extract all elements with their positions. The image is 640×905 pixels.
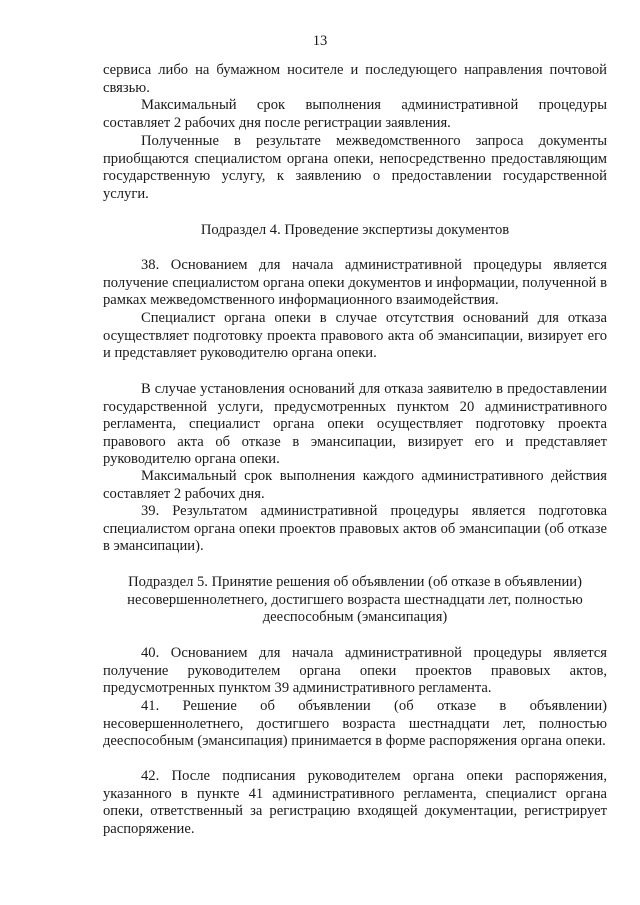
subsection-4-heading: Подраздел 4. Проведение экспертизы документов	[200, 222, 510, 238]
paragraph-42: 42. После подписания руководителем органа опеки распоряжения, указанного в пункте 41 административного регламента, специалист органа опеки, ответственный за регистрацию входящей документации, регистрирует распоряжение.	[103, 768, 607, 837]
paragraph-refusal-case: В случае установления оснований для отказа заявителю в предоставлении государственной услуги, предусмотренных пунктом 20 административного регламента, специалист органа опеки осуществляет подготовку проекта правового акта об отказе в эмансипации, визирует его и представляет руководителю органа опеки.	[103, 381, 607, 468]
paragraph-specialist-actions: Специалист органа опеки в случае отсутствия оснований для отказа осуществляет подготовку проекта правового акта об эмансипации, визирует его и представляет руководителю органа опеки.	[103, 310, 607, 362]
paragraph-continuation: сервиса либо на бумажном носителе и последующего направления почтовой связью.	[103, 62, 607, 96]
page-number: 13	[312, 33, 328, 49]
paragraph-max-term-actions: Максимальный срок выполнения каждого административного действия составляет 2 рабочих дня.	[103, 468, 607, 502]
subsection-5-heading: Подраздел 5. Принятие решения об объявлении (об отказе в объявлении) несовершеннолетнего, достигшего возраста шестнадцати лет, полностью дееспособным (эмансипация)	[127, 574, 583, 626]
paragraph-41: 41. Решение об объявлении (об отказе в объявлении) несовершеннолетнего, достигшего возраста шестнадцати лет, полностью дееспособным (эмансипация) принимается в форме распоряжения органа опеки.	[103, 698, 607, 750]
paragraph-40: 40. Основанием для начала административной процедуры является получение руководителем органа опеки проектов правовых актов, предусмотренных пунктом 39 административного регламента.	[103, 645, 607, 697]
paragraph-38: 38. Основанием для начала административной процедуры является получение специалистом органа опеки документов и информации, полученной в рамках межведомственного информационного взаимодействия.	[103, 257, 607, 309]
paragraph-documents-attached: Полученные в результате межведомственного запроса документы приобщаются специалистом органа опеки, непосредственно предоставляющим государственную услугу, к заявлению о предоставлении государственной услуги.	[103, 133, 607, 202]
paragraph-39: 39. Результатом административной процедуры является подготовка специалистом органа опеки проектов правовых актов об эмансипации (об отказе в эмансипации).	[103, 503, 607, 555]
paragraph-max-term: Максимальный срок выполнения административной процедуры составляет 2 рабочих дня после регистрации заявления.	[103, 97, 607, 131]
